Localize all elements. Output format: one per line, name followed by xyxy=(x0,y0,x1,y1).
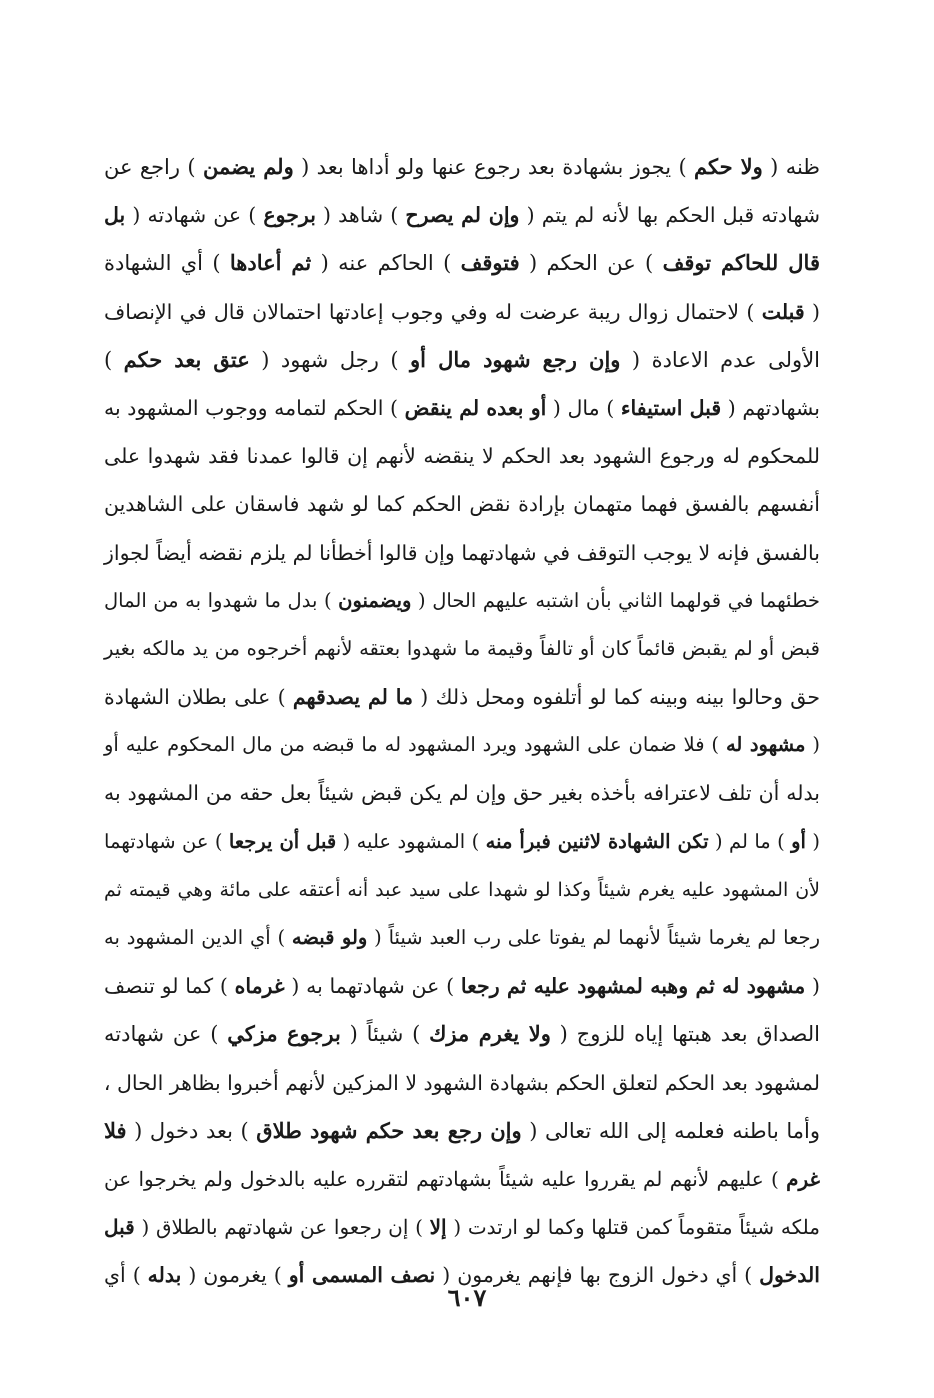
sharh-text: ) أي الشهادة xyxy=(104,251,230,276)
bold-matn-text: مشهود له xyxy=(725,733,806,757)
bold-matn-text: وإن لم يصرح xyxy=(405,203,520,228)
sharh-text: ) الحكم لتمامه ووجوب المشهود به xyxy=(104,395,405,420)
text-line xyxy=(104,866,820,914)
sharh-text: شهادته قبل الحكم بها لأنه لم يتم ( xyxy=(519,203,820,228)
sharh-text: ) عليهم لأنهم لم يقرروا عليه شيئاً بشهادتهم لتقرره عليه بالدخول ولم يخرجوا عن xyxy=(104,1166,787,1191)
sharh-text: ) إن رجعوا عن شهادتهم بالطلاق ( xyxy=(134,1215,430,1240)
sharh-text: بالفسق فإنه لا يوجب التوقف في شهادتهما وإن قالوا أخطأنا لم يلزم نقضه أيضاً لجواز xyxy=(104,540,820,565)
bold-matn-text: فلا xyxy=(104,1117,127,1143)
bold-matn-text: ولا حكم xyxy=(694,154,763,179)
text-line xyxy=(104,1059,820,1107)
text-line xyxy=(104,1107,820,1155)
sharh-text: ) راجع عن xyxy=(104,155,203,179)
bold-matn-text: نصف المسمى أو xyxy=(288,1263,436,1288)
text-line xyxy=(104,1203,820,1251)
bold-matn-text: مشهود له ثم وهبه لمشهود عليه ثم رجعا xyxy=(460,974,806,999)
sharh-text: ) الحاكم عنه ( xyxy=(311,251,461,276)
sharh-text: ) أي الدين المشهود به xyxy=(104,926,292,949)
sharh-text: ( xyxy=(805,829,820,853)
sharh-text: أنفسهم بالفسق فهما متهمان بإرادة نقض الحكم كما لو شهد فاسقان على الشاهدين xyxy=(104,492,820,517)
bold-matn-text: إلا xyxy=(429,1215,447,1240)
bold-matn-text: بدله xyxy=(147,1263,182,1288)
sharh-text: ) كما لو تنصف xyxy=(104,974,235,999)
text-line xyxy=(104,432,820,480)
text-line xyxy=(104,1155,820,1203)
bold-matn-text: بل xyxy=(104,203,126,228)
sharh-text: ( xyxy=(805,974,820,999)
text-line xyxy=(104,1010,820,1058)
bold-matn-text: أو بعده لم ينقض xyxy=(404,395,547,420)
sharh-text: ) xyxy=(104,347,124,372)
sharh-text: ) شاهد ( xyxy=(315,203,406,228)
sharh-text: ) يجوز بشهادة بعد رجوع عنها ولو أداها بعد ( xyxy=(293,155,695,179)
text-line xyxy=(104,914,820,962)
sharh-text: الأولى عدم الاعادة ( xyxy=(620,347,820,372)
text-line xyxy=(104,673,820,721)
sharh-text: ملكه شيئاً متقوماً كمن قتلها وكما لو ارتدت ( xyxy=(446,1215,820,1240)
bold-matn-text: برجوع مزكي xyxy=(227,1021,341,1047)
sharh-text: ) فلا ضمان على الشهود ويرد المشهود له ما قبضه من مال المحكوم عليه أو xyxy=(104,733,726,757)
bold-matn-text: أو xyxy=(791,829,806,853)
bold-matn-text: ويضمنون xyxy=(338,588,412,612)
sharh-text: ) بدل ما شهدوا به من المال xyxy=(104,588,339,612)
sharh-text: ) المشهود عليه ( xyxy=(336,829,486,853)
sharh-text: ) عن الحكم ( xyxy=(519,251,663,276)
bold-matn-text: قبلت xyxy=(761,299,805,324)
bold-matn-text: فتوقف xyxy=(460,250,520,276)
bold-matn-text: غرماه xyxy=(234,974,285,999)
sharh-text: للمحكوم له ورجوع الشهود بعد الحكم لا ينقضه لأنهم إن قالوا عمدنا فقد شهدوا على xyxy=(104,444,820,469)
sharh-text: ) عن شهادته xyxy=(104,1022,228,1047)
sharh-text: ) شيئاً ( xyxy=(340,1022,430,1047)
text-line xyxy=(104,336,820,384)
sharh-text: ( xyxy=(804,299,820,324)
text-line xyxy=(104,769,820,817)
sharh-text: بدله أن تلف لاعترافه بأخذه بغير حق وإن لم يكن قبض شيئاً بعل حقه من المشهود به xyxy=(104,781,820,806)
sharh-text: لأن المشهود عليه يغرم شيئاً وكذا لو شهدا على سيد عبد أنه أعتقه على مائة وهي قيمته ثم xyxy=(104,878,820,901)
sharh-text: لمشهود بعد الحكم لتعلق الحكم بشهادة الشهود لا المزكين لأنهم أخبروا بظاهر الحال ، xyxy=(103,1070,820,1095)
sharh-text: ( xyxy=(805,733,820,757)
sharh-text: ) يغرمون ( xyxy=(181,1263,289,1288)
text-line xyxy=(104,384,820,432)
sharh-text: رجعا لم يغرما شيئاً لأنهما لم يفوتا على رب العبد شيئاً ( xyxy=(367,926,820,949)
body-text xyxy=(104,143,820,1300)
bold-matn-text: غرم xyxy=(786,1166,820,1191)
bold-matn-text: تكن الشهادة لاثنين فبرأ منه xyxy=(485,829,709,853)
text-line xyxy=(104,191,820,239)
bold-matn-text: قبل xyxy=(104,1215,135,1240)
text-line xyxy=(104,288,820,336)
text-line xyxy=(104,143,820,191)
sharh-text: حق وحالوا بينه وبينه كما لو أتلفوه ومحل ذلك ( xyxy=(413,685,820,710)
sharh-text: ) بعد دخول ( xyxy=(126,1118,257,1143)
text-line xyxy=(104,625,820,673)
sharh-text: ) على بطلان الشهادة xyxy=(104,685,293,710)
bold-matn-text: ثم أعادها xyxy=(229,250,312,276)
text-line xyxy=(104,239,820,287)
sharh-text: ) مال ( xyxy=(546,395,621,420)
text-line xyxy=(104,818,820,866)
sharh-text: ) عن شهادتهما به ( xyxy=(284,974,461,999)
bold-matn-text: قبل استيفاء xyxy=(620,395,722,420)
bold-matn-text: ولا يغرم مزك xyxy=(429,1021,551,1047)
sharh-text: ) ما لم ( xyxy=(708,829,792,853)
bold-matn-text: قال للحاكم توقف xyxy=(662,250,820,276)
sharh-text: بشهادتهم ( xyxy=(721,395,820,420)
bold-matn-text: ولم يضمن xyxy=(203,154,294,179)
sharh-text: ) لاحتمال زوال ريبة عرضت له وفي وجوب إعادتها احتمالان قال في الإنصاف xyxy=(104,299,762,324)
text-line xyxy=(104,721,820,769)
sharh-text: قبض أو لم يقبض قائماً كان أو تالفاً وقيمة ما شهدوا بعتقه لأنهم أخرجوه من يد مالكه بغير xyxy=(104,636,820,660)
text-line xyxy=(104,962,820,1010)
sharh-text: ) أي دخول الزوج بها فإنهم يغرمون ( xyxy=(435,1263,760,1288)
bold-matn-text: قبل أن يرجعا xyxy=(228,829,337,853)
bold-matn-text: وإن رجع بعد حكم شهود طلاق xyxy=(256,1117,522,1143)
bold-matn-text: الدخول xyxy=(759,1263,820,1288)
bold-matn-text: عتق بعد حكم xyxy=(123,346,250,372)
sharh-text: الصداق بعد هبتها إياه للزوج ( xyxy=(550,1022,820,1047)
sharh-text: خطئهما في قولهما الثاني بأن اشتبه عليهم الحال ( xyxy=(411,588,820,612)
sharh-text: ) أي xyxy=(104,1263,148,1288)
bold-matn-text: وإن رجع شهود مال أو xyxy=(410,346,621,372)
bold-matn-text: ولو قبضه xyxy=(291,926,368,949)
sharh-text: ) رجل شهود ( xyxy=(249,347,410,372)
text-line xyxy=(104,529,820,577)
sharh-text: ) عن شهادته ( xyxy=(125,203,264,228)
page-number: ٦٠٧ xyxy=(447,1283,487,1312)
text-line xyxy=(104,577,820,625)
sharh-text: ظنه ( xyxy=(762,155,821,179)
sharh-text: ) عن شهادتهما xyxy=(104,829,229,853)
text-line xyxy=(104,480,820,528)
bold-matn-text: ما لم يصدقهم xyxy=(292,685,413,710)
sharh-text: وأما باطنه فعلمه إلى الله تعالى ( xyxy=(521,1118,821,1143)
bold-matn-text: برجوع xyxy=(263,203,316,228)
